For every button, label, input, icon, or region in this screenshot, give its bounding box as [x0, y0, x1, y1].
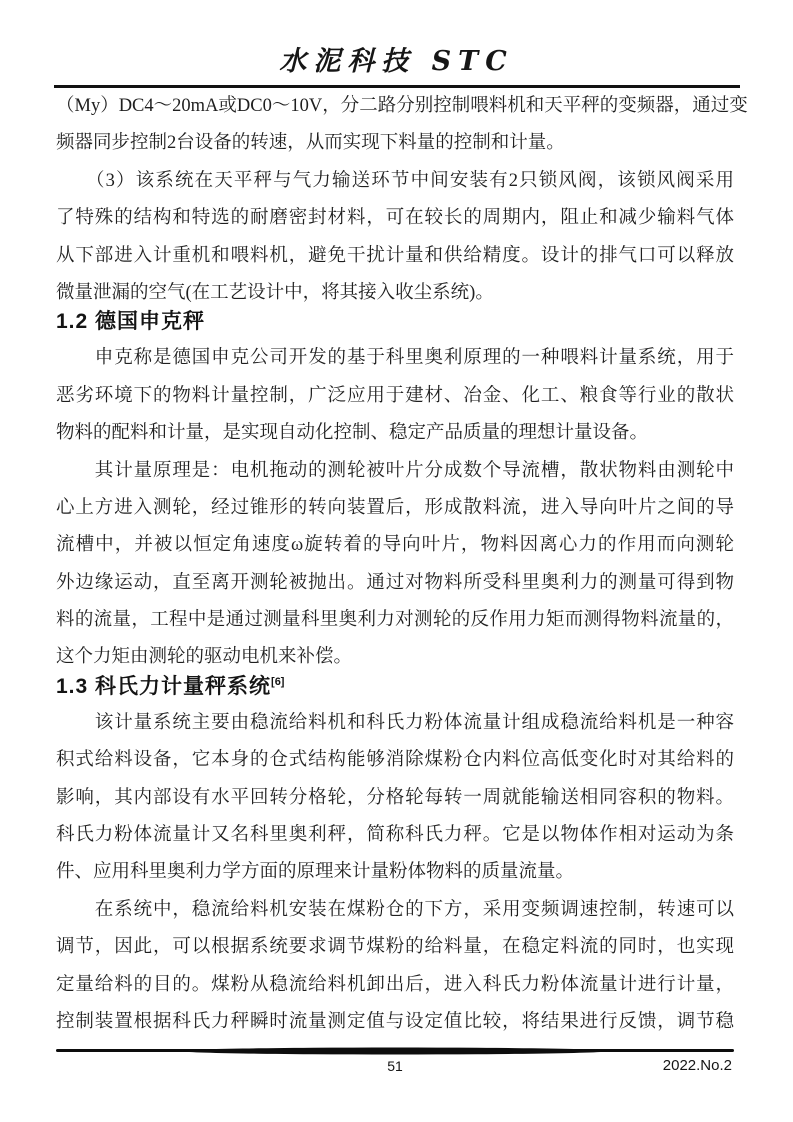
section-heading [56, 669, 734, 705]
footer-rule-thick-segment [180, 1047, 610, 1054]
text-line: 物料的配料和计量，是实现自动化控制、稳定产品质量的理想计量设备。 [56, 423, 649, 444]
text-line: （3）该系统在天平秤与气力输送环节中间安装有2只锁风阀，该锁风阀采用 [56, 170, 734, 191]
text-line: 这个力矩由测轮的驱动电机来补偿。 [56, 647, 353, 668]
text-line: 申克称是德国申克公司开发的基于科里奥利原理的一种喂料计量系统，用于 [56, 348, 734, 369]
text-line: 频器同步控制2台设备的转速，从而实现下料量的控制和计量。 [56, 133, 565, 154]
text-line: 心上方进入测轮，经过锥形的转向装置后，形成散料流，进入导向叶片之间的导 [56, 497, 734, 518]
text-line: 了特殊的结构和特选的耐磨密封材料，可在较长的周期内，阻止和减少输料气体 [56, 208, 734, 229]
section-heading-text: 1.3 科氏力计量秤系统 [56, 674, 272, 698]
text-line: 该计量系统主要由稳流给料机和科氏力粉体流量计组成稳流给料机是一种容 [56, 712, 734, 733]
text-line: 料的流量，工程中是通过测量科里奥利力对测轮的反作用力矩而测得物料流量的， [56, 610, 734, 631]
page-header [56, 44, 737, 86]
page-number: 51 [387, 1058, 403, 1074]
text-line: 在系统中，稳流给料机安装在煤粉仓的下方，采用变频调速控制，转速可以 [56, 899, 734, 920]
document-body [56, 88, 748, 1041]
section-heading-text: 1.2 德国申克秤 [56, 310, 206, 334]
text-line: 科氏力粉体流量计又名科里奥利秤，简称科氏力秤。它是以物体作相对运动为条 [56, 825, 734, 846]
text-line: 恶劣环境下的物料计量控制，广泛应用于建材、冶金、化工、粮食等行业的散状 [56, 385, 734, 406]
text-line: 外边缘运动，直至离开测轮被抛出。通过对物料所受科里奥利力的测量可得到物 [56, 572, 734, 593]
text-line: 件、应用科里奥利力学方面的原理来计量粉体物料的质量流量。 [56, 862, 575, 883]
text-line: 微量泄漏的空气(在工艺设计中，将其接入收尘系统)。 [56, 282, 494, 303]
text-line: 影响，其内部设有水平回转分格轮，分格轮每转一周就能输送相同容积的物料。 [56, 787, 734, 808]
page-footer [56, 1049, 734, 1076]
journal-title: 水泥科技 STC [279, 46, 514, 77]
issue-label: 2022.No.2 [662, 1057, 732, 1074]
text-line: 控制装置根据科氏力秤瞬时流量测定值与设定值比较，将结果进行反馈，调节稳 [56, 1011, 734, 1032]
text-line: 调节，因此，可以根据系统要求调节煤粉的给料量，在稳定料流的同时，也实现 [56, 937, 734, 958]
text-line: （My）DC4～20mA或DC0～10V，分二路分别控制喂料机和天平秤的变频器，通过变 [56, 96, 748, 116]
text-line: 其计量原理是：电机拖动的测轮被叶片分成数个导流槽，散状物料由测轮中 [56, 460, 734, 481]
footer-rule [56, 1049, 734, 1052]
text-line: 积式给料设备，它本身的仓式结构能够消除煤粉仓内料位高低变化时对其给料的 [56, 750, 734, 771]
text-line: 流槽中，并被以恒定角速度ω旋转着的导向叶片，物料因离心力的作用而向测轮 [56, 535, 734, 556]
footer-row [56, 1056, 734, 1076]
heading-citation-superscript: [6] [271, 675, 285, 688]
text-line: 从下部进入计重机和喂料机，避免干扰计量和供给精度。设计的排气口可以释放 [56, 245, 734, 266]
text-line: 定量给料的目的。煤粉从稳流给料机卸出后，进入科氏力粉体流量计进行计量， [56, 974, 734, 995]
